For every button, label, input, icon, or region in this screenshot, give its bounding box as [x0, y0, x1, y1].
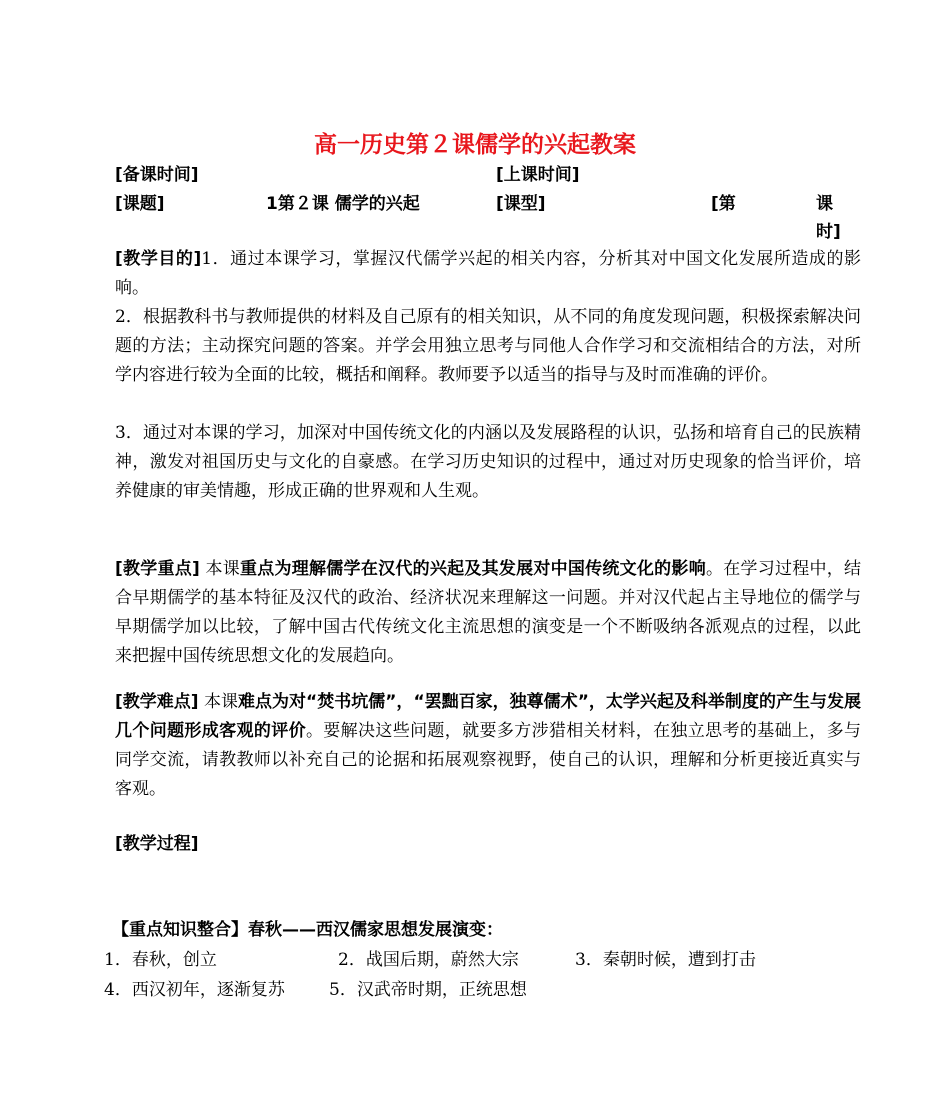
difficulties-label: [教学难点] — [115, 692, 199, 712]
lesson-type-label: [课型] — [496, 194, 546, 214]
summary-heading: 【重点知识整合】春秋——西汉儒家思想发展演变： — [112, 920, 503, 940]
key-points-label: [教学重点] — [115, 559, 200, 579]
key-points-paragraph — [115, 555, 861, 671]
key-points-bold: 重点为理解儒学在汉代的兴起及其发展对中国传统文化的影响 — [240, 559, 706, 579]
document-title: 高一历史第２课儒学的兴起教案 — [314, 132, 636, 158]
summary-item-2: 2．战国后期，蔚然大宗 — [338, 950, 519, 970]
prep-time-label: [备课时间] — [115, 165, 199, 185]
difficulties-paragraph — [115, 688, 861, 804]
objectives-label: [教学目的] — [115, 249, 202, 269]
objectives-item-1 — [115, 245, 861, 303]
key-points-pre: 本课 — [205, 559, 241, 579]
objectives-item-2: 2．根据教科书与教师提供的材料及自己原有的相关知识，从不同的角度发现问题，积极探索解决问题的方法；主动探究问题的答案。并学会用独立思考与同他人合作学习和交流相结合的方法，对所学内容进行较为全面的比较，概括和阐释。教师要予以适当的指导与及时而准确的评价。 — [115, 307, 861, 385]
summary-item-3: 3．秦朝时候，遭到打击 — [575, 950, 756, 970]
summary-item-1: 1．春秋，创立 — [104, 950, 217, 970]
summary-item-4: 4．西汉初年，逐渐复苏 — [104, 980, 285, 1000]
process-label: [教学过程] — [115, 834, 199, 854]
summary-item-5: 5．汉武帝时期，正统思想 — [329, 980, 527, 1000]
period-label-open: [第 — [711, 194, 736, 214]
period-label-ke: 课 — [816, 194, 833, 214]
key-points-post: 。在学习过程中，结合早期儒学的基本特征及汉代的政治、经济状况来理解这一问题。并对汉代起占主导地位的儒学与早期儒学加以比较，了解中国古代传统文化主流思想的演变是一个不断吸纳各派观点的过程，以此来把握中国传统思想文化的发展趋向。 — [115, 559, 862, 666]
objectives-item-3: 3．通过对本课的学习，加深对中国传统文化的内涵以及发展路程的认识，弘扬和培育自己的民族精神，激发对祖国历史与文化的自豪感。在学习历史知识的过程中，通过对历史现象的恰当评价，培养健康的审美情趣，形成正确的世界观和人生观。 — [115, 423, 861, 501]
topic-label: [课题] — [115, 194, 165, 214]
period-label-shi: 时] — [816, 222, 841, 242]
class-time-label: [上课时间] — [496, 165, 580, 185]
difficulties-bold: 难点为对“焚书坑儒”，“罢黜百家，独尊儒术”，太学兴起及科举制度的产生与发展几个问题形成客观的评价 — [115, 692, 861, 741]
difficulties-pre: 本课 — [204, 692, 239, 712]
objectives-text-1: 1．通过本课学习，掌握汉代儒学兴起的相关内容，分析其对中国文化发展所造成的影响。 — [115, 249, 861, 298]
topic-value: 1第２课 儒学的兴起 — [266, 194, 420, 214]
difficulties-post: 。要解决这些问题，就要多方涉猎相关材料，在独立思考的基础上，多与同学交流，请教教师以补充自己的论据和拓展观察视野，使自己的认识，理解和分析更接近真实与客观。 — [115, 721, 862, 799]
